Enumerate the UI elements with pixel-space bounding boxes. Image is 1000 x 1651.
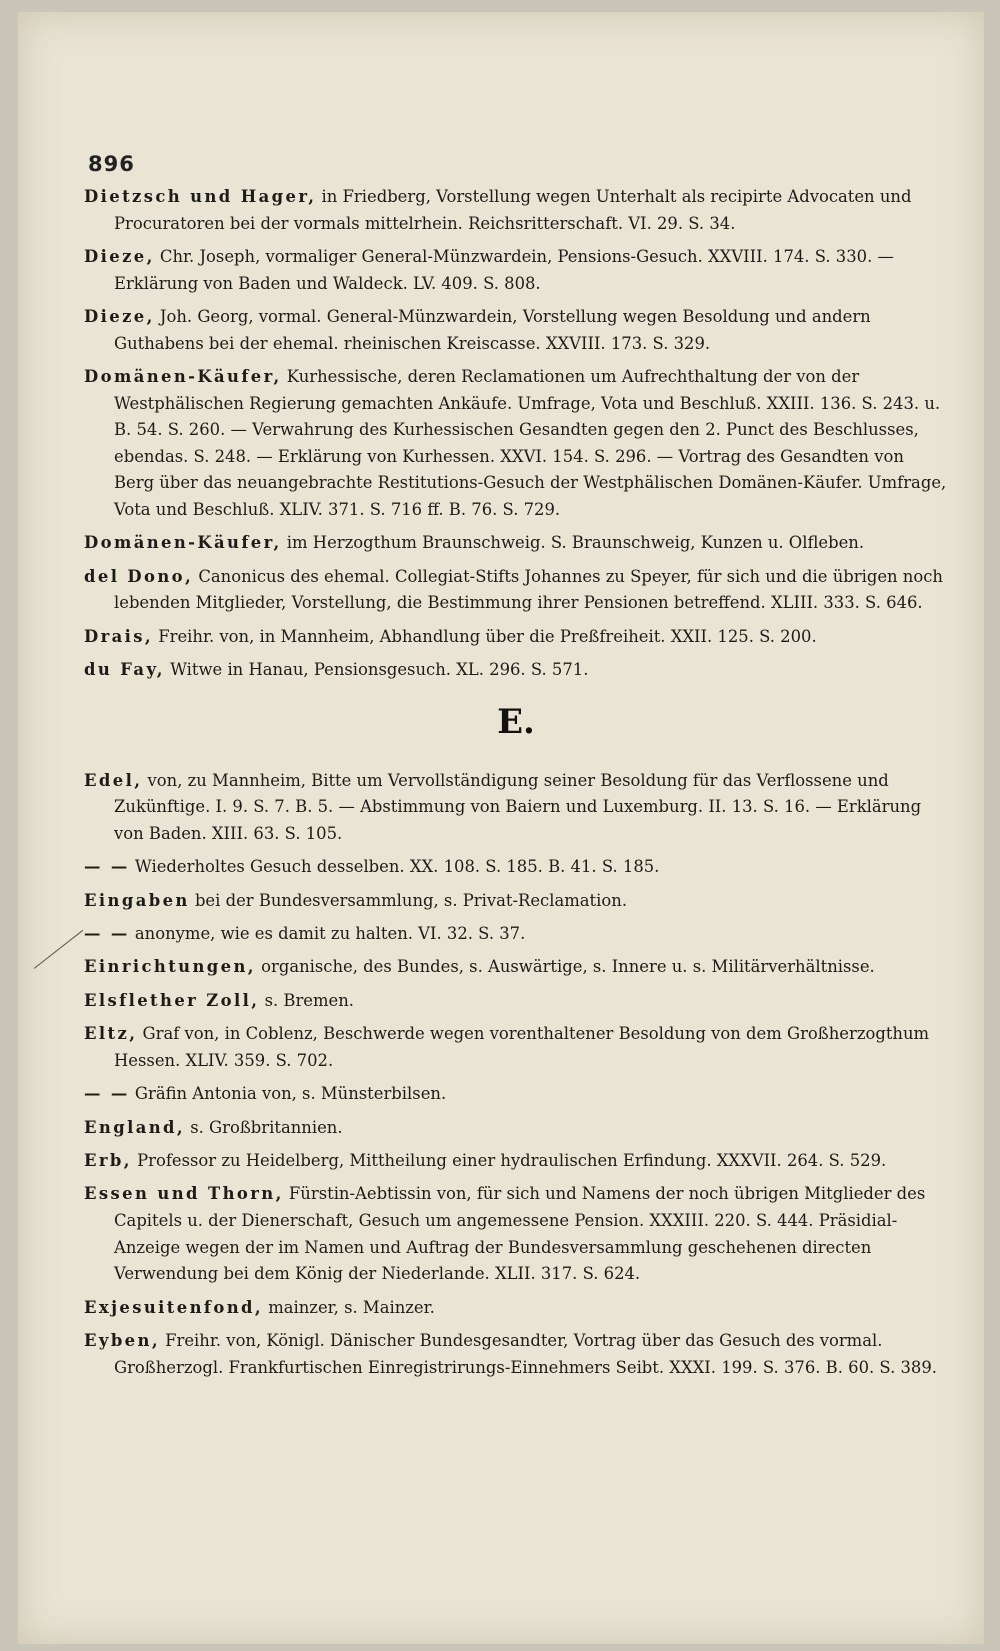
entry-headword: Elsflether Zoll,: [84, 990, 260, 1010]
entry-headword: Domänen-Käufer,: [84, 366, 282, 386]
index-entry: [84, 364, 948, 524]
entry-headword: Exjesuitenfond,: [84, 1297, 263, 1317]
index-entry: [84, 244, 948, 297]
index-entry: [84, 988, 948, 1015]
entry-text: Wiederholtes Gesuch desselben. XX. 108. S. 185. B. 41. S. 185.: [129, 857, 660, 877]
index-entry: [84, 1148, 948, 1175]
entry-headword: Essen und Thorn,: [84, 1184, 284, 1204]
pencil-mark: [34, 930, 83, 969]
entry-headword: Erb,: [84, 1150, 132, 1170]
index-entry: [84, 1328, 948, 1381]
entry-text: Joh. Georg, vormal. General-Münzwardein, Vorstellung wegen Besoldung und andern Guthabens bei der ehemal. rheinischen Kreiscasse. XXVIII. 173. S. 329.: [114, 306, 871, 353]
entry-text: Freihr. von, in Mannheim, Abhandlung über die Preßfreiheit. XXII. 125. S. 200.: [153, 626, 817, 646]
entry-text: in Friedberg, Vorstellung wegen Unterhalt als recipirte Advocaten und Procuratoren bei der vormals mittelrhein. Reichsritterschaft. VI. 29. S. 34.: [114, 187, 912, 233]
entry-headword: du Fay,: [84, 660, 165, 680]
entry-headword: — —: [84, 1084, 130, 1104]
entry-text: Freihr. von, Königl. Dänischer Bundesgesandter, Vortrag über das Gesuch des vormal. Großherzogl. Frankfurtischen Einregistrirungs-Einnehmers Seibt. XXXI. 199. S. 376. B. 60. S. 389.: [114, 1330, 937, 1377]
index-entry: [84, 854, 948, 881]
entry-text: organische, des Bundes, s. Auswärtige, s. Innere u. s. Militärverhältnisse.: [255, 957, 875, 977]
index-entry: [84, 768, 948, 848]
entry-text: Fürstin-Aebtissin von, für sich und Namens der noch übrigen Mitglieder des Capitels u. der Dienerschaft, Gesuch um angemessene Pension. XXXIII. 220. S. 444. Präsidial-Anzeige wegen der im Namen und Auftrag der Bundesversammlung geschehenen directen Verwendung bei dem König der Niederlande. XLII. 317. S. 624.: [114, 1184, 926, 1284]
entry-headword: Dieze,: [84, 246, 155, 266]
entry-headword: Eingaben: [84, 890, 190, 910]
entry-text: mainzer, s. Mainzer.: [262, 1297, 435, 1317]
index-entry: [84, 1081, 948, 1108]
entries-e: [84, 768, 948, 1381]
index-entry: [84, 888, 948, 915]
entry-text: Graf von, in Coblenz, Beschwerde wegen vorenthaltener Besoldung von dem Großherzogthum Hessen. XLIV. 359. S. 702.: [114, 1024, 930, 1070]
index-entry: [84, 954, 948, 981]
entry-text: s. Bremen.: [259, 990, 355, 1010]
entry-headword: — —: [84, 857, 130, 877]
index-entry: [84, 657, 948, 684]
index-entry: [84, 184, 948, 237]
entry-text: Gräfin Antonia von, s. Münsterbilsen.: [129, 1084, 447, 1104]
entry-headword: Einrichtungen,: [84, 957, 256, 977]
entry-text: von, zu Mannheim, Bitte um Vervollständigung seiner Besoldung für das Verflossene und Zukünftige. I. 9. S. 7. B. 5. — Abstimmung von Baiern und Luxemburg. II. 13. S. 16. — Erklärung von Baden. XIII. 63. S. 105.: [114, 770, 922, 843]
entry-headword: Domänen-Käufer,: [84, 533, 282, 553]
entry-text: s. Großbritannien.: [185, 1117, 343, 1137]
index-content: [84, 184, 948, 1388]
section-letter: E.: [497, 701, 535, 742]
entry-text: Professor zu Heidelberg, Mittheilung einer hydraulischen Erfindung. XXXVII. 264. S. 529.: [131, 1150, 887, 1170]
index-entry: [84, 304, 948, 357]
entry-headword: Eyben,: [84, 1330, 160, 1350]
entry-headword: Dietzsch und Hager,: [84, 187, 317, 206]
index-entry: [84, 1295, 948, 1322]
entry-headword: — —: [84, 924, 130, 944]
entry-text: Chr. Joseph, vormaliger General-Münzwardein, Pensions-Gesuch. XXVIII. 174. S. 330. — Erklärung von Baden und Waldeck. LV. 409. S. 808.: [114, 246, 894, 293]
index-entry: [84, 1181, 948, 1287]
entry-text: Canonicus des ehemal. Collegiat-Stifts Johannes zu Speyer, für sich und die übrigen noch lebenden Mitglieder, Vorstellung, die Bestimmung ihrer Pensionen betreffend. XLIII. 333. S. 646.: [114, 566, 943, 613]
entry-headword: Edel,: [84, 770, 143, 790]
entry-text: Witwe in Hanau, Pensionsgesuch. XL. 296. S. 571.: [164, 660, 589, 680]
index-entry: [84, 564, 948, 617]
index-entry: [84, 1115, 948, 1142]
page-number: 896: [88, 152, 135, 176]
entry-text: bei der Bundesversammlung, s. Privat-Reclamation.: [189, 890, 628, 910]
index-entry: [84, 1021, 948, 1074]
index-entry: [84, 624, 948, 651]
entry-text: anonyme, wie es damit zu halten. VI. 32. S. 37.: [129, 924, 526, 944]
entry-headword: Dieze,: [84, 306, 155, 326]
index-entry: [84, 530, 948, 557]
entry-headword: del Dono,: [84, 566, 194, 586]
index-entry: [84, 921, 948, 948]
entry-headword: Drais,: [84, 626, 154, 646]
entries-d: [84, 184, 948, 684]
entry-headword: England,: [84, 1117, 186, 1137]
entry-headword: Eltz,: [84, 1024, 138, 1044]
index-page: [18, 12, 984, 1644]
entry-text: Kurhessische, deren Reclamationen um Aufrechthaltung der von der Westphälischen Regierung gemachten Ankäufe. Umfrage, Vota und Beschluß. XXIII. 136. S. 243. u. B. 54. S. 260. — Verwahrung des Kurhessischen Gesandten gegen den 2. Punct des Beschlusses, ebendas. S. 248. — Erklärung von Kurhessen. XXVI. 154. S. 296. — Vortrag des Gesandten von Berg über das neuangebrachte Restitutions-Gesuch der Westphälischen Domänen-Käufer. Umfrage, Vota und Beschluß. XLIV. 371. S. 716 ff. B. 76. S. 729.: [114, 366, 947, 519]
entry-text: im Herzogthum Braunschweig. S. Braunschweig, Kunzen u. Olfleben.: [281, 533, 865, 553]
